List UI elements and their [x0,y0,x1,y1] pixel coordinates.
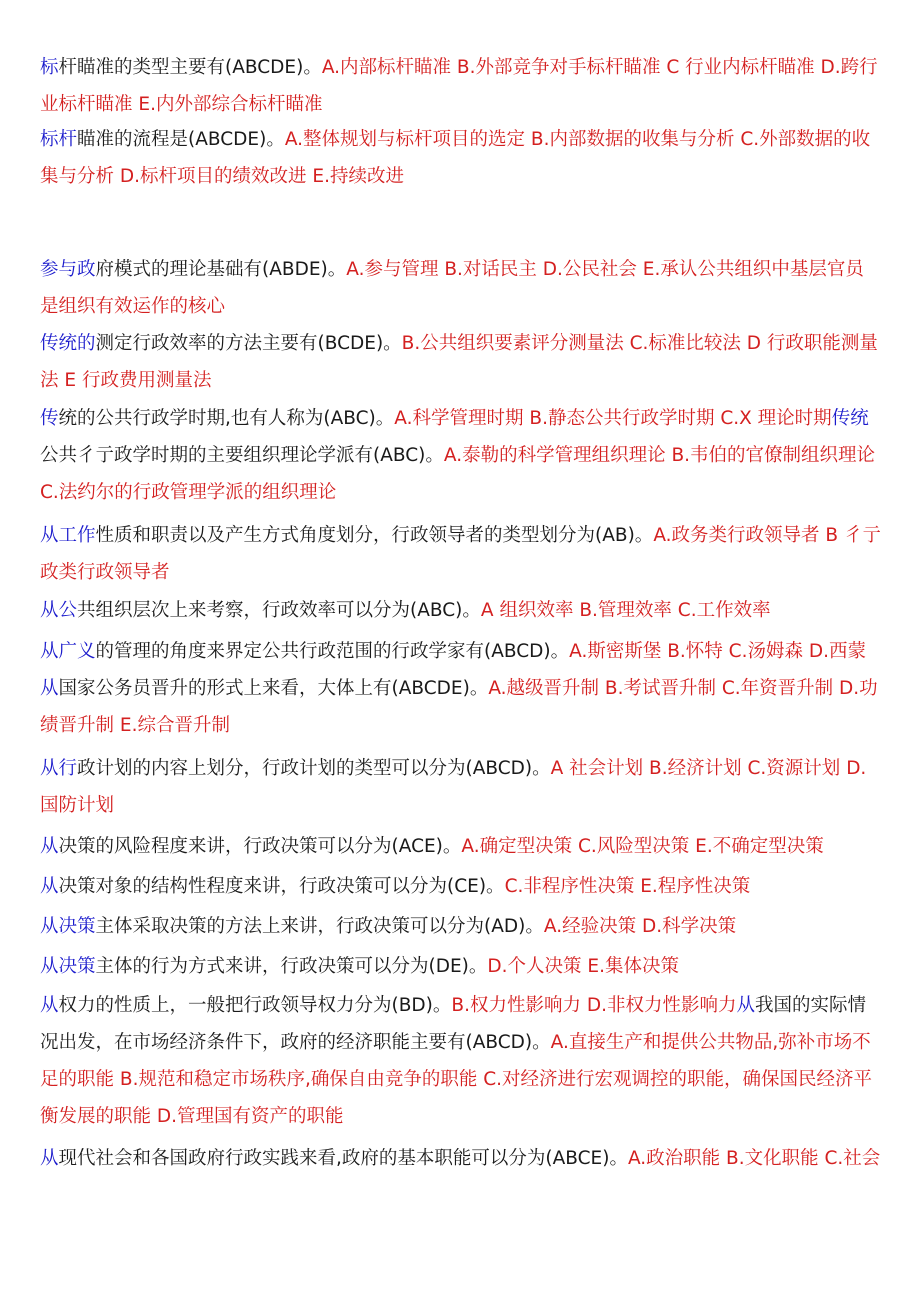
entry-lead: 从广义 [40,641,96,662]
entry-leadership-power [40,987,882,1135]
entry-lead: 从 [40,836,59,857]
entry-efficiency-methods [40,325,882,399]
entry-question: 主体的行为方式来讲，行政决策可以分为(DE)。 [95,956,488,977]
entry-decision-method [40,908,882,945]
entry-lead: 从 [736,995,755,1016]
entry-answer: A.斯密斯堡 B.怀特 C.汤姆森 D.西蒙 [569,641,866,662]
entry-lead: 从 [40,876,59,897]
entry-answer: C.非程序性决策 E.程序性决策 [504,876,751,897]
entry-answer: D.个人决策 E.集体决策 [487,956,679,977]
entry-public-admin-scope [40,633,882,744]
entry-question: 瞄准的流程是(ABCDE)。 [77,129,285,150]
entry-lead: 从决策 [40,916,96,937]
entry-question: 公共彳亍政学时期的主要组织理论学派有(ABC)。 [40,445,444,466]
entry-question: 杆瞄准的类型主要有(ABCDE)。 [58,57,322,78]
entry-lead: 参与政 [40,259,96,280]
entry-lead: 从 [40,995,59,1016]
entry-question: 权力的性质上，一般把行政领导权力分为(BD)。 [58,995,452,1016]
entry-lead: 传统 [831,408,869,429]
entry-question: 国家公务员晋升的形式上来看，大体上有(ABCDE)。 [58,678,489,699]
entry-basic-functions [40,1140,882,1177]
entry-question: 决策对象的结构性程度来讲，行政决策可以分为(CE)。 [58,876,505,897]
entry-plan-types [40,750,882,824]
entry-lead: 标 [40,57,59,78]
entry-answer: A.经验决策 D.科学决策 [543,916,737,937]
entry-answer: A.科学管理时期 B.静态公共行政学时期 C.X 理论时期 [394,408,832,429]
entry-answer: A.参与管理 B.对话民主 D.公民社会 E.承认公共组织中基层官员是组织有效运作的核心 [40,259,864,317]
entry-question: 共组织层次上来考察，行政效率可以分为(ABC)。 [77,600,481,621]
entry-question: 政计划的内容上划分，行政计划的类型可以分为(ABCD)。 [77,758,551,779]
entry-question: 的管理的角度来界定公共行政范围的行政学家有(ABCD)。 [95,641,570,662]
entry-lead: 从工作 [40,525,96,546]
entry-participatory-government [40,251,882,325]
entry-question: 统的公共行政学时期,也有人称为(ABC)。 [58,408,395,429]
entry-lead: 从公 [40,600,78,621]
entry-question: 决策的风险程度来讲，行政决策可以分为(ACE)。 [58,836,462,857]
entry-question: 主体采取决策的方法上来讲，行政决策可以分为(AD)。 [95,916,544,937]
entry-answer: A.泰勒的科学管理组织理论 B.韦伯的官僚制组织理论 C.法约尔的行政管理学派的组织理论 [40,445,876,503]
entry-answer: B.公共组织要素评分测量法 C.标准比较法 D 行政职能测量法 E 行政费用测量法 [40,333,878,391]
entry-lead: 从决策 [40,956,96,977]
entry-answer: A.政治职能 B.文化职能 C.社会 [627,1148,881,1169]
entry-answer: A.越级晋升制 B.考试晋升制 C.年资晋升制 D.功绩晋升制 E.综合晋升制 [40,678,878,736]
entry-lead: 从行 [40,758,78,779]
entry-benchmark-types [40,49,882,123]
entry-efficiency-levels [40,592,882,629]
entry-lead: 从 [40,1148,59,1169]
entry-question: 府模式的理论基础有(ABDE)。 [95,259,347,280]
entry-answer: A 社会计划 B.经济计划 C.资源计划 D.国防计划 [40,758,867,816]
entry-lead: 传 [40,408,59,429]
entry-answer: A.直接生产和提供公共物品,弥补市场不足的职能 B.规范和稳定市场秩序,确保自由竞争的职能 C.对经济进行宏观调控的职能，确保国民经济平衡发展的职能 D.管理国有资产的职能 [40,1032,873,1127]
entry-decision-structure [40,868,882,905]
entry-answer: A 组织效率 B.管理效率 C.工作效率 [480,600,771,621]
entry-leader-types [40,517,882,591]
entry-question: 我国的实际情况出发，在市场经济条件下，政府的经济职能主要有(ABCD)。 [40,995,867,1053]
entry-question: 现代社会和各国政府行政实践来看,政府的基本职能可以分为(ABCE)。 [58,1148,628,1169]
entry-answer: A.内部标杆瞄准 B.外部竞争对手标杆瞄准 C 行业内标杆瞄准 D.跨行业标杆瞄准 E.内外部综合标杆瞄准 [40,57,878,115]
entry-answer: A.政务类行政领导者 B 彳亍政类行政领导者 [40,525,881,583]
entry-benchmark-process [40,121,882,195]
entry-traditional-public-admin [40,400,882,511]
entry-lead: 标杆 [40,129,78,150]
entry-lead: 传统的 [40,333,96,354]
entry-lead: 从 [40,678,59,699]
entry-question: 性质和职责以及产生方式角度划分，行政领导者的类型划分为(AB)。 [95,525,654,546]
entry-decision-risk [40,828,882,865]
entry-answer: A.整体规划与标杆项目的选定 B.内部数据的收集与分析 C.外部数据的收集与分析 D.标杆项目的绩效改进 E.持续改进 [40,129,871,187]
entry-answer: B.权力性影响力 D.非权力性影响力 [451,995,737,1016]
entry-decision-behavior [40,948,882,985]
entry-answer: A.确定型决策 C.风险型决策 E.不确定型决策 [461,836,824,857]
entry-question: 测定行政效率的方法主要有(BCDE)。 [95,333,402,354]
